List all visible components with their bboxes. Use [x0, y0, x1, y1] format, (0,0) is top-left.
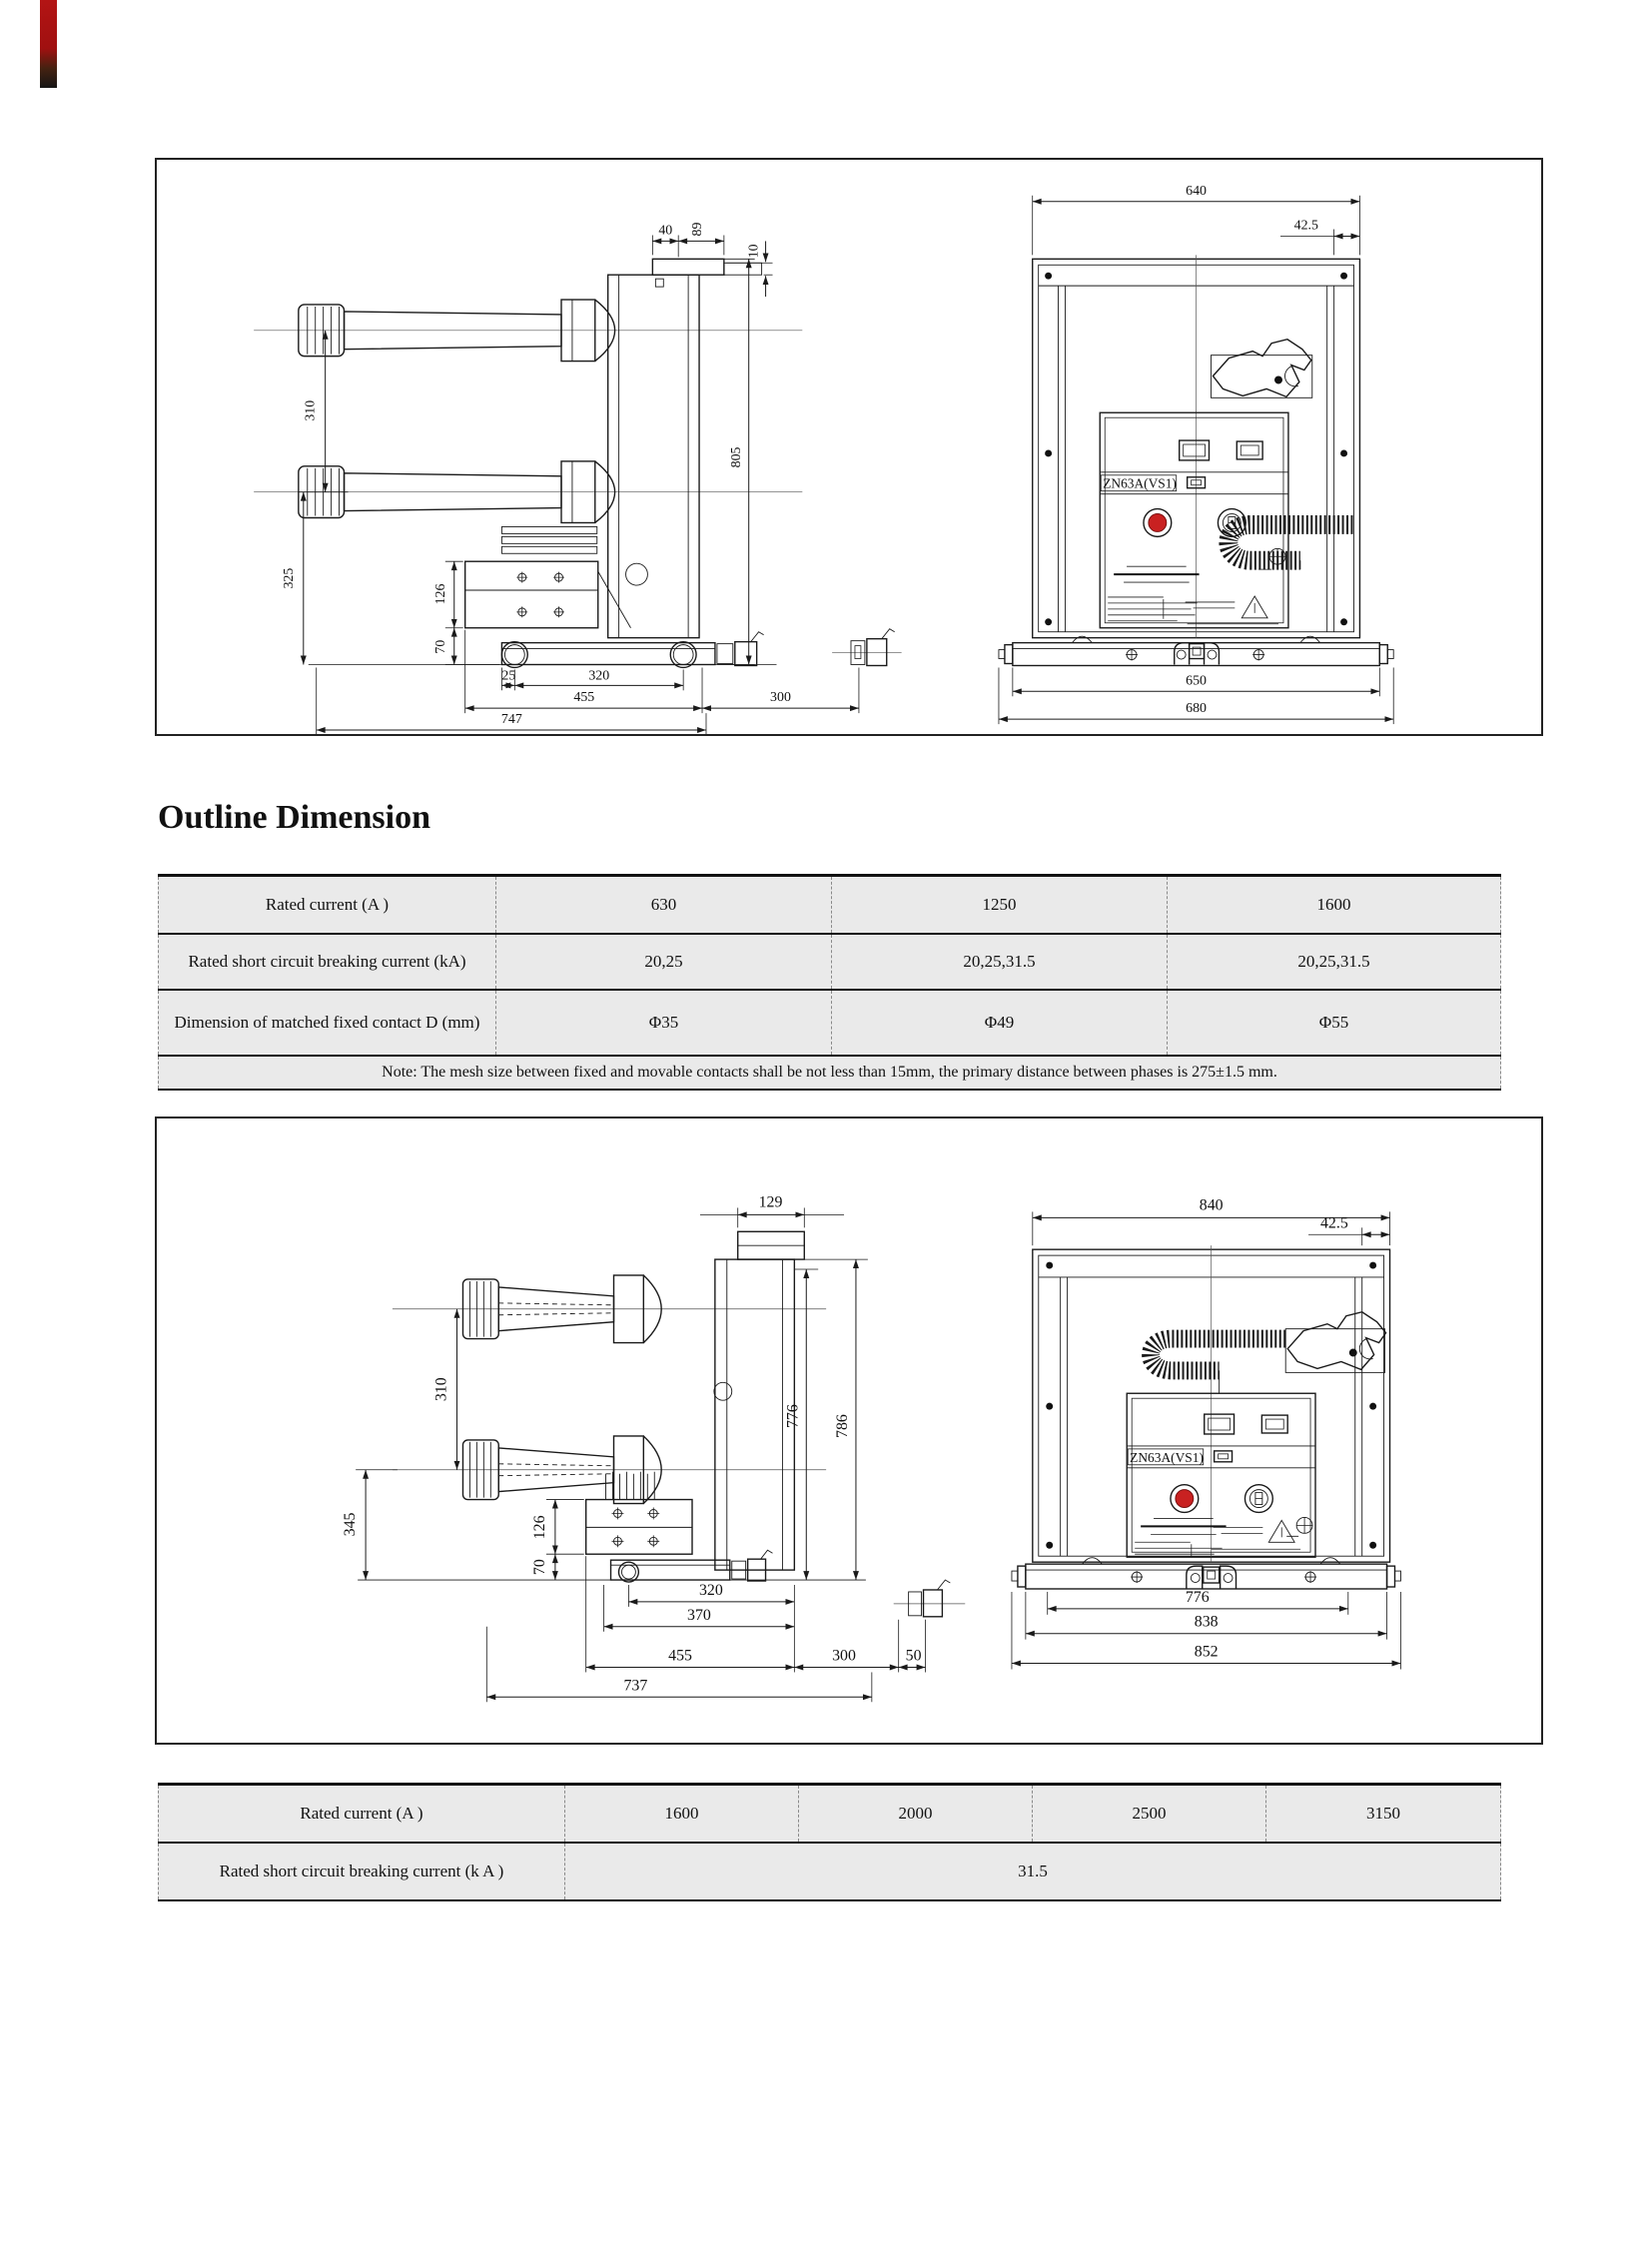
- cell-value: 630: [496, 876, 832, 935]
- cell-value: 20,25: [496, 934, 832, 990]
- dim-label: 42.5: [1293, 218, 1318, 234]
- dim-label: 345: [342, 1512, 360, 1537]
- drawing-box-2: [155, 1117, 1543, 1745]
- panel-model-label: ZN63A(VS1): [1103, 475, 1177, 491]
- dim-label: 320: [588, 668, 610, 684]
- dim-label: 70: [432, 639, 448, 654]
- dim-label: 747: [500, 712, 522, 728]
- dim-label: 70: [530, 1559, 548, 1576]
- interlock-lever: [1287, 1312, 1385, 1370]
- dim-label: 776: [1185, 1588, 1210, 1606]
- row-label: Rated short circuit breaking current (kA): [159, 934, 496, 990]
- dim-label: 89: [690, 222, 706, 237]
- dim-label: 325: [281, 567, 297, 589]
- dim-label: 852: [1194, 1643, 1219, 1661]
- dim-label: 838: [1194, 1613, 1219, 1631]
- dim-label: 40: [658, 223, 673, 239]
- dim-label: 25: [501, 668, 516, 684]
- cell-value: 3150: [1266, 1785, 1501, 1844]
- dim-label: 455: [668, 1647, 692, 1665]
- dim-label: 126: [530, 1515, 548, 1540]
- row-label: Rated current (A ): [159, 1785, 565, 1844]
- flexible-conduit: [1151, 1339, 1285, 1371]
- row-label: Rated current (A ): [159, 876, 496, 935]
- dim-label: 737: [623, 1677, 648, 1695]
- panel-model-label: ZN63A(VS1): [1130, 1449, 1204, 1465]
- dim-label: 650: [1186, 673, 1208, 689]
- dim-label: 42.5: [1319, 1214, 1348, 1232]
- dim-label: 10: [746, 244, 762, 259]
- dim-label: 50: [905, 1647, 922, 1665]
- cell-value: 1600: [1168, 876, 1501, 935]
- table-row: [159, 876, 1501, 935]
- page-title: Outline Dimension: [158, 799, 430, 836]
- cell-value: Φ49: [832, 990, 1168, 1056]
- cell-value: 20,25,31.5: [1168, 934, 1501, 990]
- cell-value: Φ35: [496, 990, 832, 1056]
- technical-drawing-1: [157, 160, 1541, 734]
- cell-value: 20,25,31.5: [832, 934, 1168, 990]
- table-row: [159, 990, 1501, 1056]
- dim-label: 310: [432, 1377, 450, 1402]
- dim-label: 640: [1186, 183, 1208, 199]
- red-bookmark-bar: [40, 0, 57, 88]
- dim-label: 370: [687, 1606, 711, 1624]
- dim-label: 680: [1186, 701, 1208, 717]
- table-note-row: [159, 1056, 1501, 1090]
- table-row: [159, 1843, 1501, 1900]
- outline-dimension-table: [158, 874, 1501, 1091]
- front-view-2: [1012, 1196, 1401, 1669]
- drawing-box-1: [155, 158, 1543, 736]
- table-row: [159, 934, 1501, 990]
- technical-drawing-2: [157, 1119, 1541, 1743]
- dim-label: 805: [728, 446, 744, 468]
- cell-value: 1250: [832, 876, 1168, 935]
- side-view-2: [342, 1193, 965, 1702]
- dim-label: 840: [1199, 1196, 1224, 1214]
- cell-value: 31.5: [565, 1843, 1501, 1900]
- cell-value: 2500: [1033, 1785, 1266, 1844]
- table-row: [159, 1785, 1501, 1844]
- side-view-1: [254, 223, 901, 734]
- dim-label: 300: [832, 1647, 856, 1665]
- interlock-lever: [1213, 340, 1310, 397]
- dim-label: 126: [432, 583, 448, 605]
- table-note: Note: The mesh size between fixed and movable contacts shall be not less than 15mm, the primary distance between phases is 275±1.5 mm.: [159, 1056, 1501, 1090]
- dim-label: 455: [573, 690, 595, 706]
- dim-label: 776: [784, 1404, 802, 1428]
- cell-value: Φ55: [1168, 990, 1501, 1056]
- row-label: Rated short circuit breaking current (k A ): [159, 1843, 565, 1900]
- rated-current-table: [158, 1783, 1501, 1901]
- dim-label: 320: [698, 1581, 723, 1599]
- dim-label: 310: [303, 399, 319, 421]
- dim-label: 129: [758, 1193, 783, 1211]
- cell-value: 1600: [565, 1785, 799, 1844]
- cell-value: 2000: [799, 1785, 1033, 1844]
- dim-label: 300: [770, 690, 791, 706]
- dim-label: 786: [834, 1414, 852, 1438]
- row-label: Dimension of matched fixed contact D (mm): [159, 990, 496, 1056]
- front-view-1: [999, 184, 1393, 724]
